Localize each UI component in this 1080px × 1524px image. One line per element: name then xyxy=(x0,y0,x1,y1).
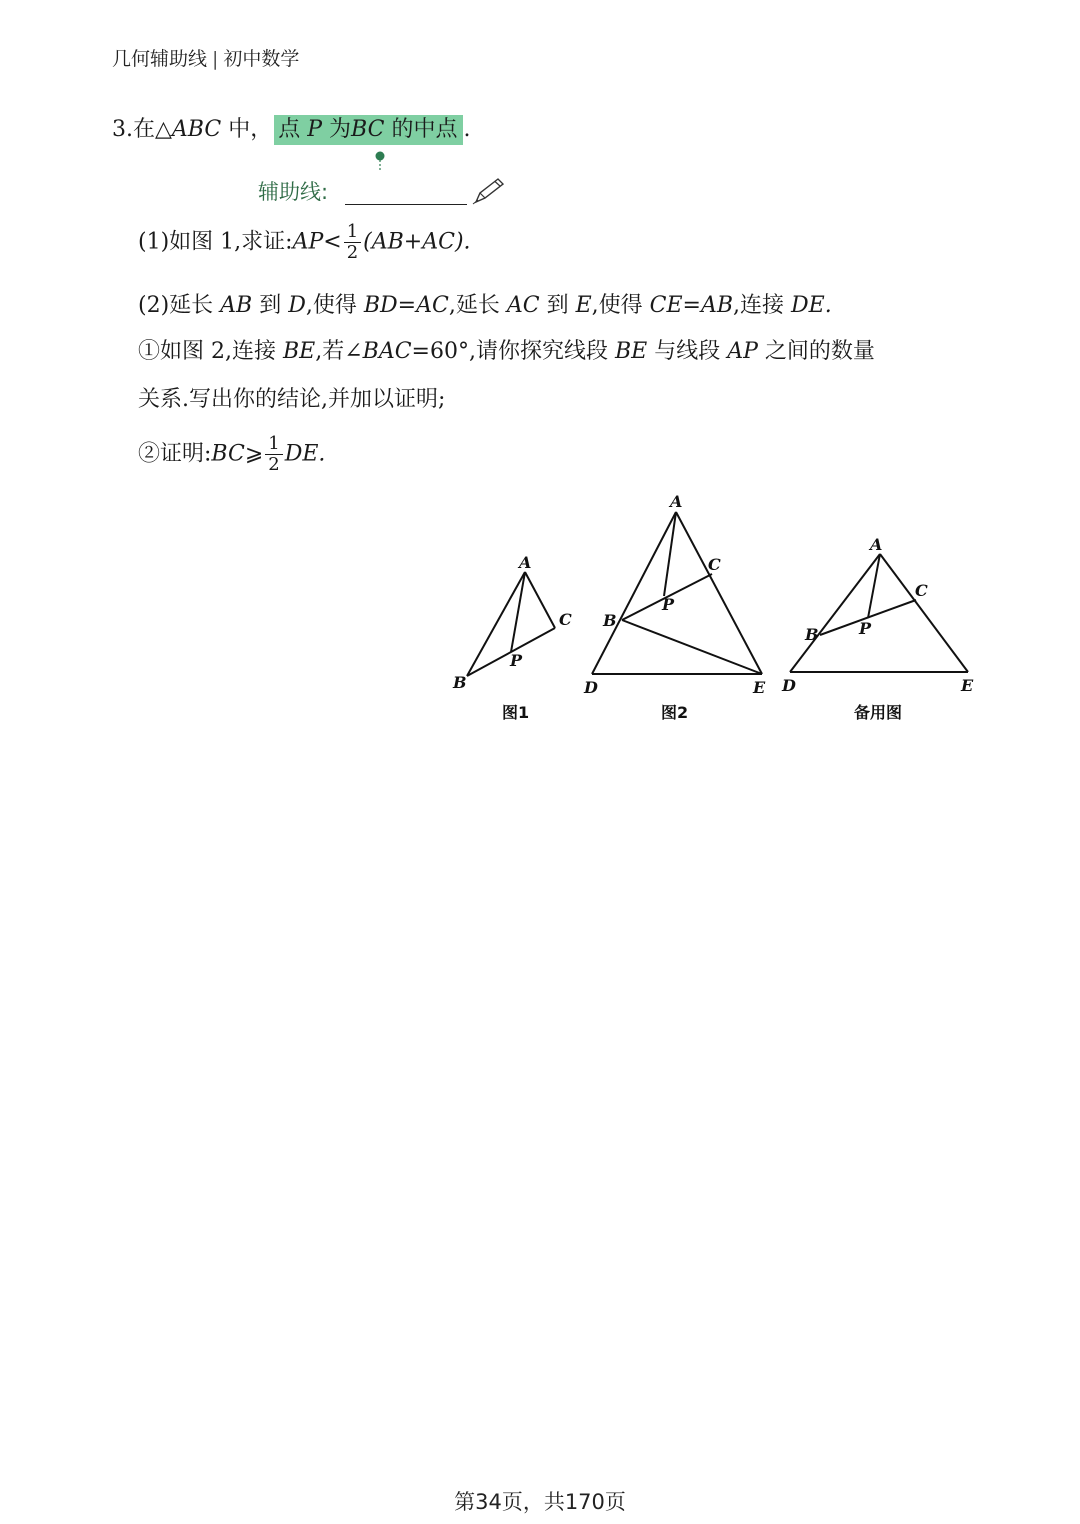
page-header xyxy=(112,44,299,71)
intro-end: . xyxy=(463,117,471,142)
fig2-label-p: P xyxy=(662,595,675,614)
aux-line-row xyxy=(258,176,328,206)
p2-ab: AB xyxy=(220,293,253,318)
s2-de: DE. xyxy=(284,441,326,467)
p2-c: ,使得 xyxy=(305,293,364,318)
s2-ge: ⩾ xyxy=(244,441,264,467)
pin-marker-icon xyxy=(374,150,386,172)
part-1 xyxy=(138,222,471,263)
s2-den: 2 xyxy=(268,454,280,475)
problem-intro xyxy=(112,112,470,143)
p2-f: ,使得 xyxy=(591,293,650,318)
p2-ce-ab: CE=AB xyxy=(649,293,734,318)
intro-mid: 中， xyxy=(221,117,273,142)
fig1-label-p: P xyxy=(510,651,523,670)
sub-question-1 xyxy=(138,334,875,365)
sub-question-1-line2: 关系.写出你的结论,并加以证明; xyxy=(138,387,446,412)
figure-1 xyxy=(452,553,572,722)
p2-e: E xyxy=(575,293,592,318)
s1-ap: AP xyxy=(727,339,758,364)
p2-dd: ,延长 xyxy=(448,293,507,318)
p2-bd-ac: BD=AC xyxy=(363,293,449,318)
part1-ap: AP xyxy=(292,229,324,255)
fig2-label-c: C xyxy=(708,555,721,574)
spare-label-e: E xyxy=(961,676,974,695)
fig2-label-b: B xyxy=(603,611,617,630)
p2-b: 到 xyxy=(252,293,289,318)
fig2-caption: 图2 xyxy=(661,703,689,722)
aux-answer-blank[interactable] xyxy=(345,204,467,205)
figure-2 xyxy=(583,492,766,722)
highlighted-condition xyxy=(274,115,463,145)
s2-num: 1 xyxy=(265,434,282,455)
problem-number: 3. xyxy=(112,117,133,142)
spare-label-c: C xyxy=(915,581,928,600)
part1-lt: < xyxy=(323,229,342,255)
page-footer: 第34页，共170页 xyxy=(454,1490,626,1514)
spare-label-p: P xyxy=(859,619,872,638)
hl-mid: 为 xyxy=(322,117,352,142)
sub-question-2 xyxy=(138,434,325,475)
p2-e-text: 到 xyxy=(539,293,576,318)
p2-de: DE. xyxy=(791,293,832,318)
part1-prefix: (1)如图 1,求证: xyxy=(138,229,293,255)
hl-post: 的中点 xyxy=(384,117,458,142)
s1-a: ①如图 2,连接 xyxy=(138,339,283,364)
fig1-label-b: B xyxy=(453,673,467,692)
part1-fraction xyxy=(344,222,361,263)
part1-num: 1 xyxy=(344,222,361,243)
fig2-label-e: E xyxy=(753,678,766,697)
spare-label-a: A xyxy=(870,535,883,554)
s2-prefix: ②证明: xyxy=(138,441,212,467)
fig1-label-c: C xyxy=(559,610,572,629)
header-right: 初中数学 xyxy=(223,48,300,70)
intro-prefix: 在△ xyxy=(133,117,172,142)
s1-be: BE xyxy=(282,339,316,364)
spare-caption: 备用图 xyxy=(854,703,903,722)
header-separator: | xyxy=(212,48,219,70)
s2-fraction xyxy=(265,434,282,475)
aux-label: 辅助线: xyxy=(258,180,329,204)
s1-e: 之间的数量 xyxy=(757,339,875,364)
p2-ac: AC xyxy=(506,293,540,318)
spare-label-b: B xyxy=(805,625,819,644)
pencil-icon xyxy=(470,176,506,206)
s1-d: 与线段 xyxy=(647,339,728,364)
p2-d: D xyxy=(288,293,306,318)
s1-be2: BE xyxy=(614,339,648,364)
fig1-caption: 图1 xyxy=(502,703,530,722)
part1-paren: (AB+AC). xyxy=(363,229,471,255)
fig2-label-d: D xyxy=(584,678,598,697)
s1-bac: BAC xyxy=(362,339,412,364)
s2-bc: BC xyxy=(211,441,245,467)
p2-g: ,连接 xyxy=(733,293,792,318)
fig1-label-a: A xyxy=(519,553,532,572)
s1-c: =60°,请你探究线段 xyxy=(411,339,615,364)
intro-abc: ABC xyxy=(171,117,222,142)
hl-bc: BC xyxy=(351,117,385,142)
s1-b: ,若∠ xyxy=(315,339,363,364)
spare-label-d: D xyxy=(782,676,796,695)
hl-pre: 点 xyxy=(278,117,308,142)
figures-panel xyxy=(440,490,1000,730)
figure-spare xyxy=(781,535,974,722)
p2-a: (2)延长 xyxy=(138,293,221,318)
fig2-label-a: A xyxy=(670,492,683,511)
part-2 xyxy=(138,288,832,319)
part1-den: 2 xyxy=(346,242,359,263)
header-left: 几何辅助线 xyxy=(112,48,208,70)
hl-p: P xyxy=(307,117,323,142)
